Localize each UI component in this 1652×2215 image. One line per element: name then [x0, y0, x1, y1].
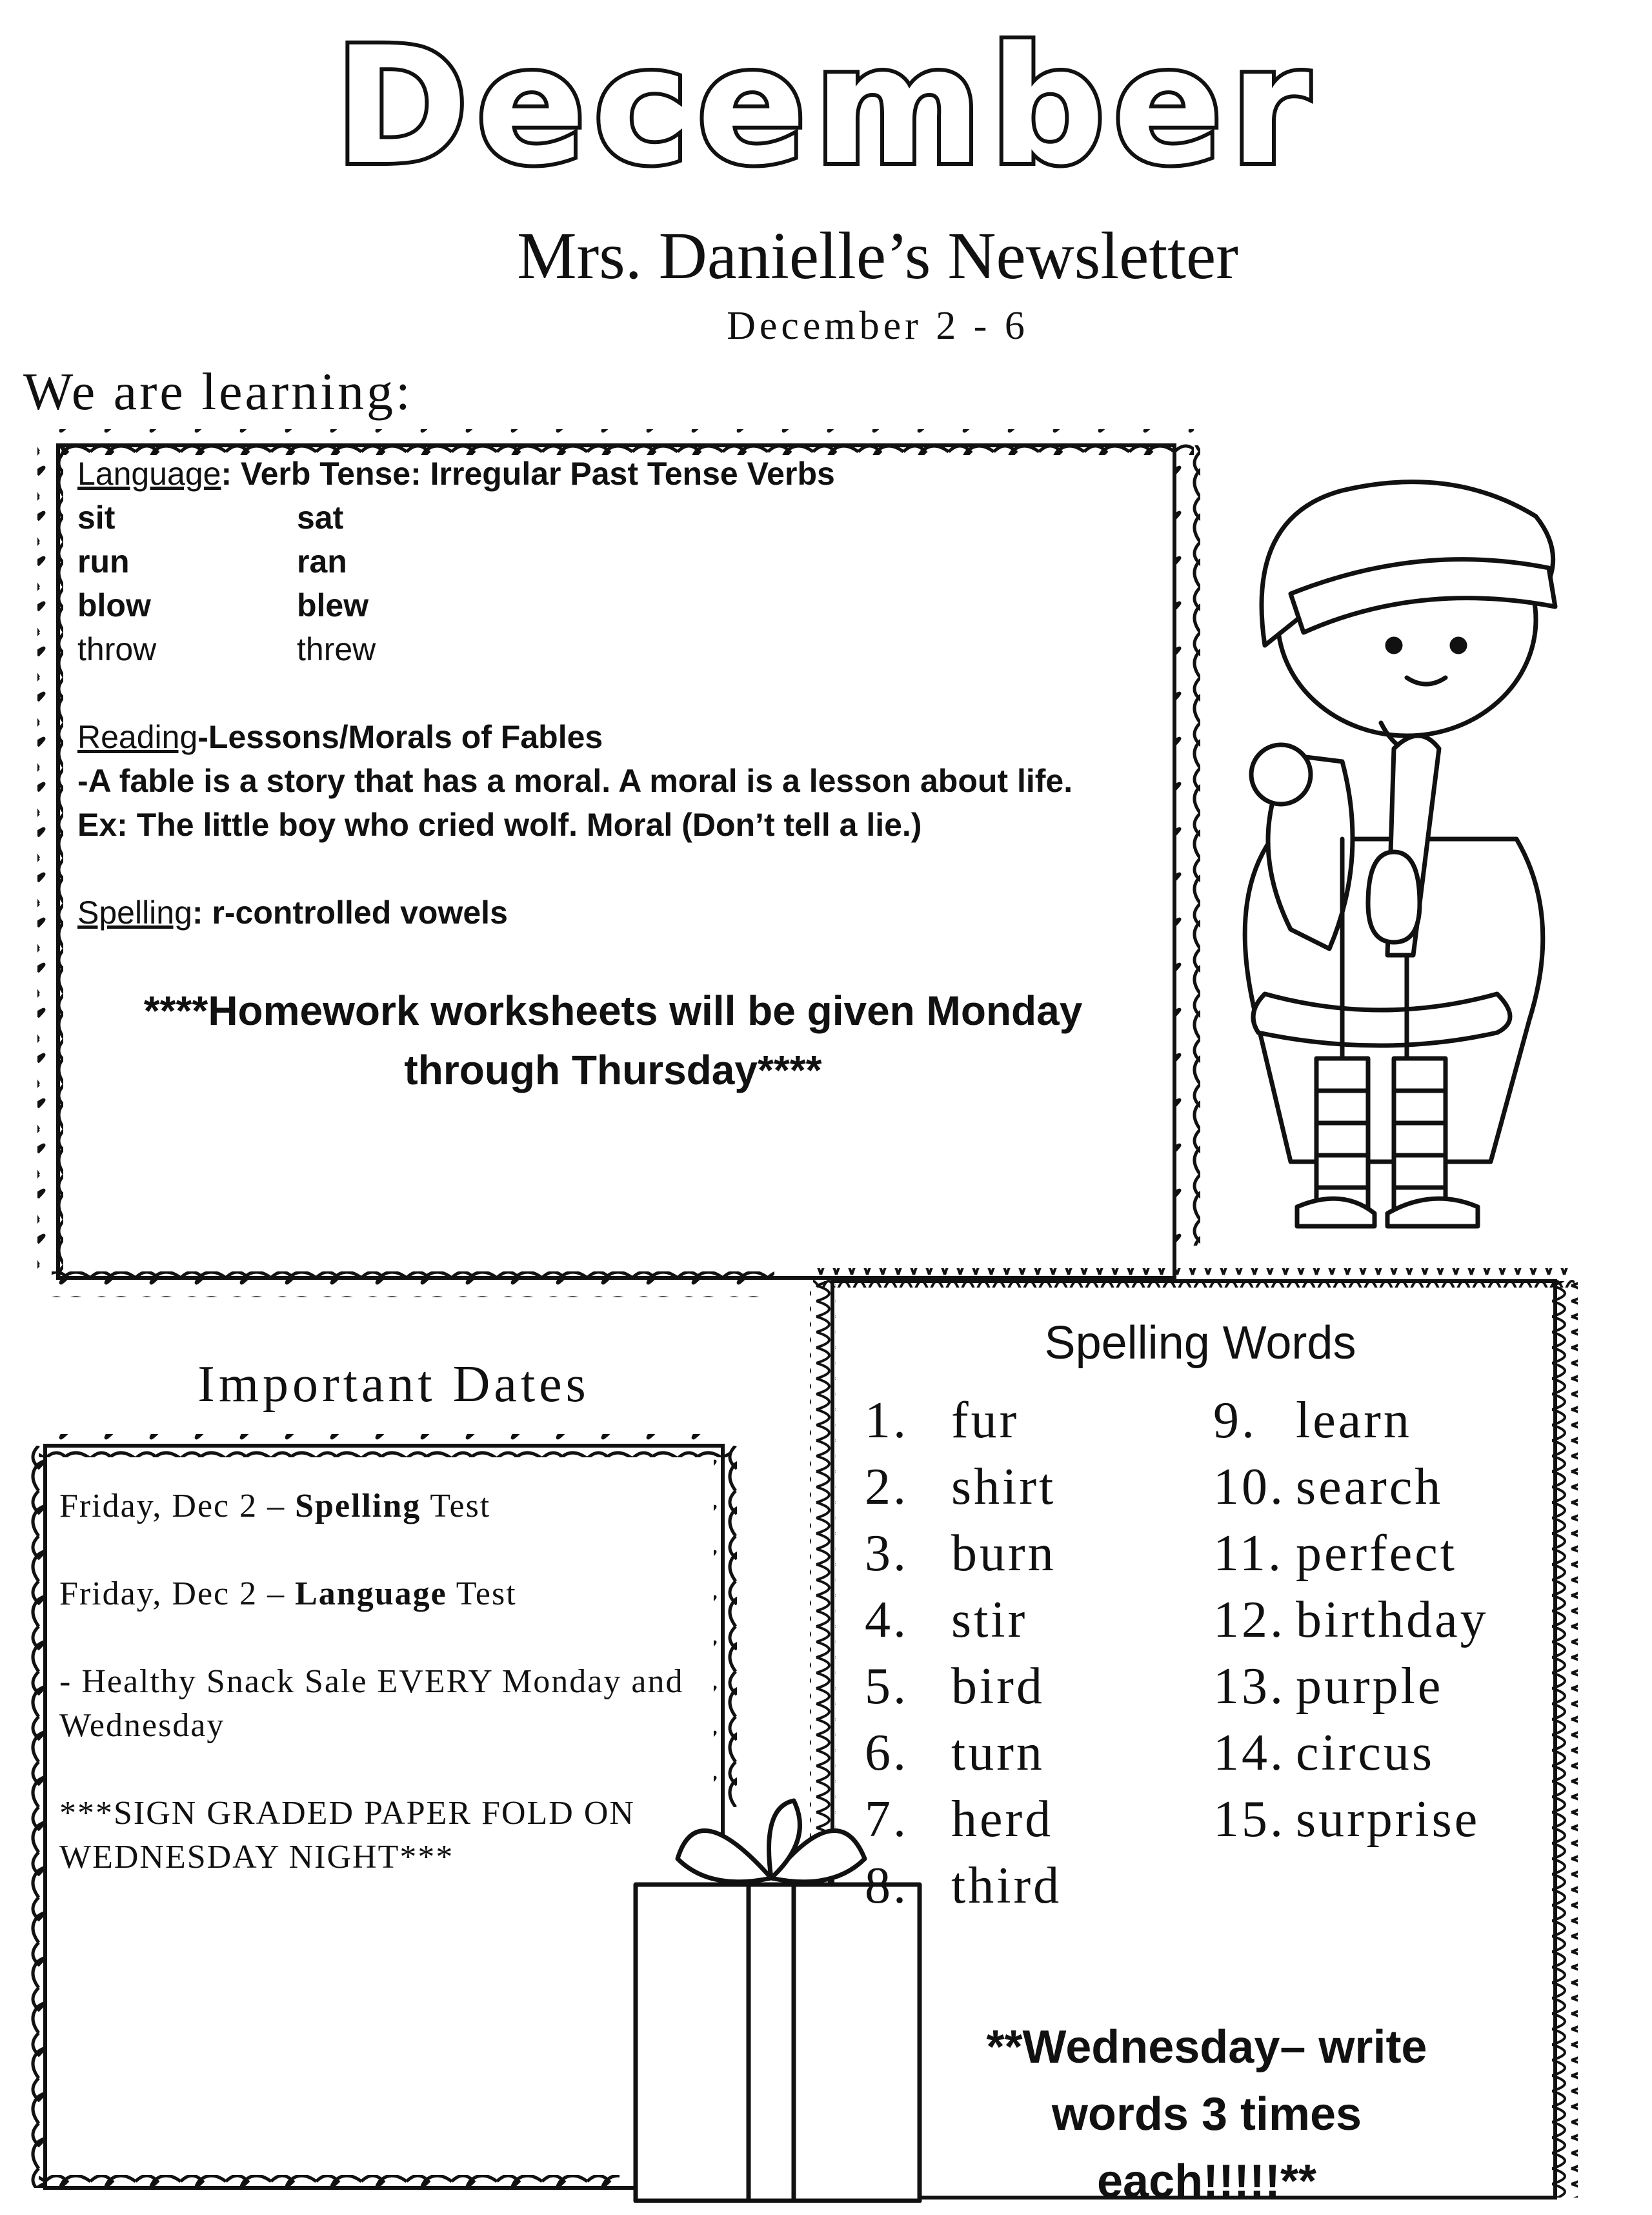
- spelling-word: 9. learn: [1213, 1392, 1412, 1449]
- spelling-word: 2. shirt: [865, 1459, 1056, 1515]
- verb-present: sit: [77, 500, 116, 536]
- spelling-word: 11. perfect: [1213, 1525, 1458, 1582]
- spelling-word: 15. surprise: [1213, 1791, 1480, 1848]
- spelling-word: 7. herd: [865, 1791, 1054, 1848]
- spelling-word: 1. fur: [865, 1392, 1020, 1449]
- learning-heading: We are learning:: [23, 362, 413, 421]
- verb-past: ran: [297, 543, 347, 580]
- important-dates-heading: Important Dates: [197, 1356, 590, 1413]
- verb-list: [77, 496, 1174, 671]
- spelling-word: 10. search: [1213, 1459, 1444, 1515]
- spelling-word: 3. burn: [865, 1525, 1056, 1582]
- homework-line-2: through Thursday****: [404, 1047, 822, 1093]
- verb-past: threw: [297, 631, 376, 667]
- verb-present: blow: [77, 587, 151, 623]
- homework-line-1: ****Homework worksheets will be given Monday: [143, 987, 1083, 1034]
- language-topic: : Verb Tense: Irregular Past Tense Verbs: [221, 456, 835, 492]
- verb-past: sat: [297, 500, 344, 536]
- date-item-snack-sale: - Healthy Snack Sale EVERY Monday and Wednesday: [59, 1663, 684, 1744]
- spelling-column-2: [1213, 1388, 1489, 1853]
- verb-past: blew: [297, 587, 369, 623]
- spelling-word: 8. third: [865, 1857, 1062, 1914]
- spelling-label: Spelling: [77, 895, 192, 931]
- spelling-word: 12. birthday: [1213, 1592, 1489, 1648]
- spelling-topic: : r-controlled vowels: [192, 895, 508, 931]
- date-item-language-test: Friday, Dec 2 – Language Test: [59, 1575, 517, 1612]
- verb-present: throw: [77, 631, 157, 667]
- child-in-santa-hat-illustration: [1245, 482, 1555, 1226]
- reading-example: Ex: The little boy who cried wolf. Moral (Don’t tell a lie.): [77, 807, 922, 843]
- reading-line: [77, 715, 1174, 759]
- date-item-spelling-test: Friday, Dec 2 – Spelling Test: [59, 1488, 491, 1524]
- spelling-homework-note: **Wednesday– write words 3 times each!!!!!**: [986, 2021, 1427, 2207]
- learning-content: [77, 452, 1174, 935]
- verb-present: run: [77, 543, 130, 580]
- language-line: [77, 452, 1174, 496]
- important-dates-list: [59, 1484, 705, 1923]
- reading-description: -A fable is a story that has a moral. A moral is a lesson about life.: [77, 763, 1073, 799]
- spelling-column-1: [865, 1388, 1062, 1919]
- spelling-line: [77, 891, 1174, 935]
- spelling-word: 14. circus: [1213, 1724, 1435, 1781]
- reading-label: Reading: [77, 719, 198, 755]
- reading-topic: -Lessons/Morals of Fables: [197, 719, 603, 755]
- newsletter-subtitle: Mrs. Danielle’s Newsletter: [517, 219, 1238, 293]
- spelling-word: 4. stir: [865, 1592, 1028, 1648]
- homework-note: [97, 981, 1129, 1100]
- spelling-word: 5. bird: [865, 1658, 1045, 1715]
- spelling-word: 6. turn: [865, 1724, 1045, 1781]
- week-range: December 2 - 6: [727, 304, 1029, 348]
- date-item-sign-paper: ***SIGN GRADED PAPER FOLD ON WEDNESDAY NIGHT***: [59, 1795, 635, 1876]
- spelling-word: 13. purple: [1213, 1658, 1444, 1715]
- language-label: Language: [77, 456, 221, 492]
- spelling-words-heading: Spelling Words: [1044, 1317, 1356, 1369]
- page-title: December: [334, 12, 1318, 200]
